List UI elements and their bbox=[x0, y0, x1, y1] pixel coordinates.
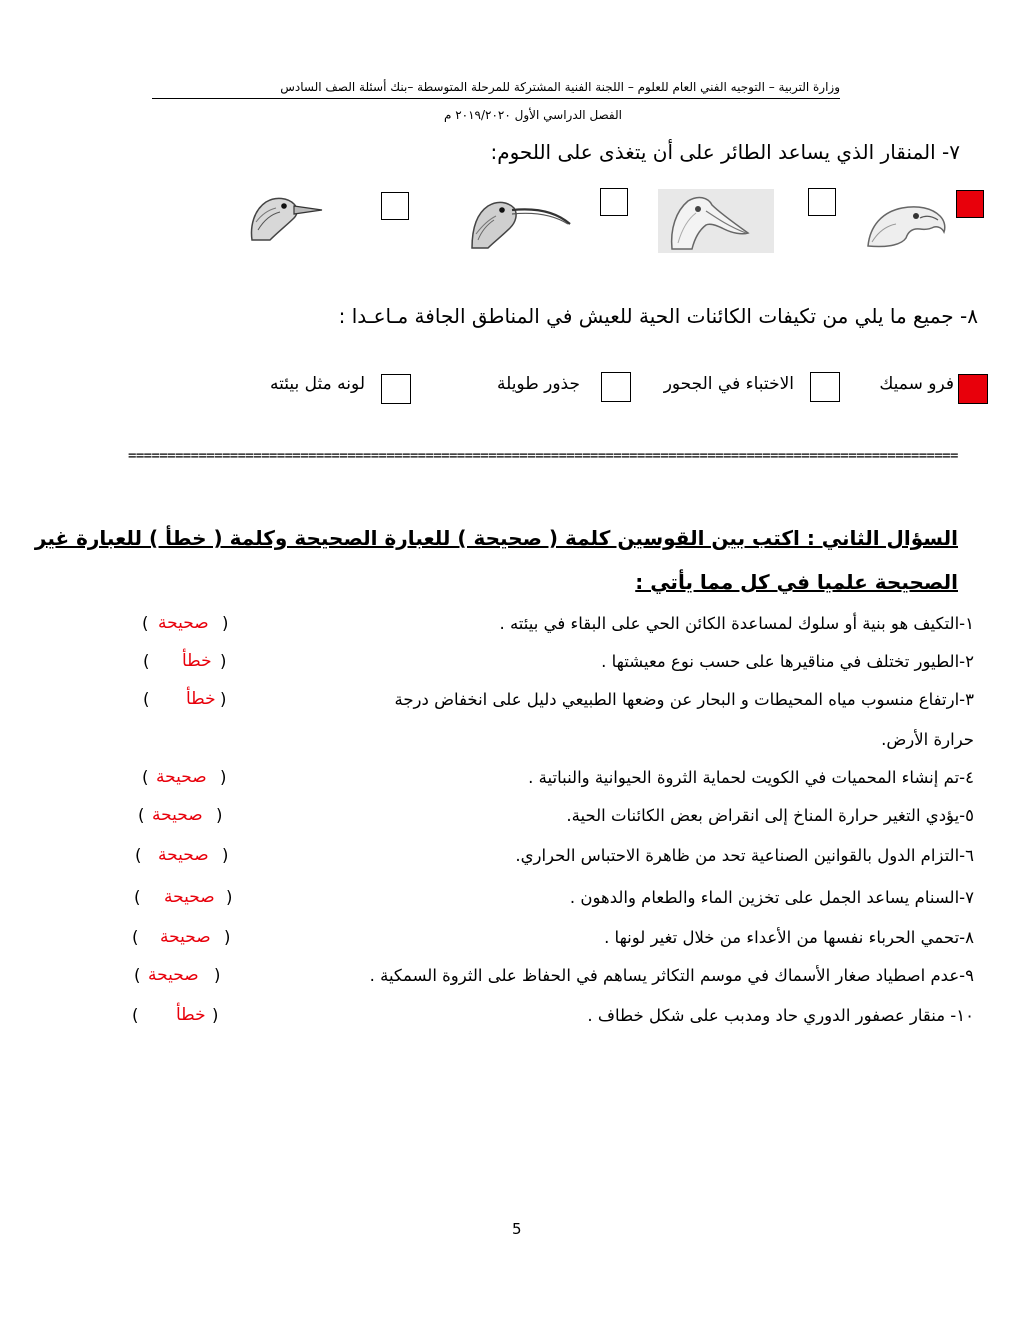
statement-text: ٢-الطيور تختلف في مناقيرها على حسب نوع معيشتها . bbox=[601, 652, 974, 671]
section2-title-line-2: الصحيحة علميا في كل مما يأتي : bbox=[635, 570, 958, 594]
q7-checkbox-1[interactable] bbox=[956, 190, 984, 218]
statement-text: ٧-السنام يساعد الجمل على تخزين الماء والطعام والدهون . bbox=[569, 888, 974, 907]
answer-close-paren: ( bbox=[135, 846, 142, 865]
q8-text: ٨- جميع ما يلي من تكيفات الكائنات الحية للعيش في المناطق الجافة مـاعـدا : bbox=[338, 304, 978, 328]
statement-text: ٤-تم إنشاء المحميات في الكويت لحماية الثروة الحيوانية والنباتية . bbox=[528, 768, 974, 787]
answer-field[interactable]: صحيحة bbox=[158, 845, 209, 865]
answer-open-paren: ) bbox=[222, 614, 229, 633]
answer-close-paren: ( bbox=[132, 1006, 139, 1025]
answer-close-paren: ( bbox=[143, 690, 150, 709]
answer-open-paren: ) bbox=[220, 652, 227, 671]
statement-text-continued: حرارة الأرض. bbox=[881, 730, 974, 749]
answer-field[interactable]: خطأ bbox=[182, 651, 212, 671]
answer-open-paren: ) bbox=[222, 846, 229, 865]
answer-field[interactable]: صحيحة bbox=[164, 887, 215, 907]
answer-close-paren: ( bbox=[143, 652, 150, 671]
statement-text: ٥-يؤدي التغير حرارة المناخ إلى انقراض بعض الكائنات الحية. bbox=[566, 806, 974, 825]
answer-close-paren: ( bbox=[132, 928, 139, 947]
answer-open-paren: ) bbox=[224, 928, 231, 947]
q8-checkbox-1[interactable] bbox=[958, 374, 988, 404]
header-line-1: وزارة التربية – التوجيه الفني العام للعلوم – اللجنة الفنية المشتركة للمرحلة المتوسطة –بنك أسئلة الصف السادس bbox=[280, 80, 840, 94]
answer-open-paren: ) bbox=[220, 768, 227, 787]
answer-field[interactable]: صحيحة bbox=[152, 805, 203, 825]
answer-field[interactable]: خطأ bbox=[186, 689, 216, 709]
answer-field[interactable]: صحيحة bbox=[156, 767, 207, 787]
q8-option-2: الاختباء في الجحور bbox=[663, 374, 794, 394]
statement-text: ٦-التزام الدول بالقوانين الصناعية تحد من ظاهرة الاحتباس الحراري. bbox=[515, 846, 974, 865]
answer-close-paren: ( bbox=[138, 806, 145, 825]
q7-checkbox-4[interactable] bbox=[381, 192, 409, 220]
answer-close-paren: ( bbox=[142, 768, 149, 787]
q8-option-1: فرو سميك bbox=[879, 374, 954, 394]
answer-close-paren: ( bbox=[142, 614, 149, 633]
q8-checkbox-3[interactable] bbox=[601, 372, 631, 402]
pelican-beak-icon bbox=[658, 189, 774, 253]
q8-checkbox-2[interactable] bbox=[810, 372, 840, 402]
q8-option-3: جذور طويلة bbox=[496, 374, 580, 394]
header-line-2: الفصل الدراسي الأول ٢٠١٩/٢٠٢٠ م bbox=[443, 108, 622, 122]
statement-text: ١-التكيف هو بنية أو سلوك لمساعدة الكائن الحي على البقاء في بيئته . bbox=[499, 614, 974, 633]
separator-line: ========================================================================================================== bbox=[128, 448, 958, 464]
statement-text: ٣-ارتفاع منسوب مياه المحيطات و البحار عن وضعها الطبيعي دليل على انخفاض درجة bbox=[394, 690, 974, 709]
answer-open-paren: ) bbox=[226, 888, 233, 907]
answer-close-paren: ( bbox=[134, 966, 141, 985]
answer-close-paren: ( bbox=[134, 888, 141, 907]
eagle-beak-icon bbox=[860, 196, 950, 250]
answer-open-paren: ) bbox=[212, 1006, 219, 1025]
answer-open-paren: ) bbox=[216, 806, 223, 825]
header-underline bbox=[152, 98, 840, 99]
small-bird-beak-icon bbox=[246, 190, 326, 244]
q8-option-4: لونه مثل بيئته bbox=[270, 374, 365, 394]
long-curved-beak-icon bbox=[466, 190, 574, 252]
q8-checkbox-4[interactable] bbox=[381, 374, 411, 404]
statement-text: ١٠- منقار عصفور الدوري حاد ومدبب على شكل خطاف . bbox=[587, 1006, 974, 1025]
answer-field[interactable]: صحيحة bbox=[158, 613, 209, 633]
statement-text: ٨-تحمي الحرباء نفسها من الأعداء من خلال تغير لونها . bbox=[604, 928, 974, 947]
q7-checkbox-3[interactable] bbox=[600, 188, 628, 216]
answer-open-paren: ) bbox=[214, 966, 221, 985]
answer-field[interactable]: صحيحة bbox=[148, 965, 199, 985]
page-number: 5 bbox=[512, 1220, 522, 1238]
answer-field[interactable]: صحيحة bbox=[160, 927, 211, 947]
statement-text: ٩-عدم اصطياد صغار الأسماك في موسم التكاثر يساهم في الحفاظ على الثروة السمكية . bbox=[369, 966, 974, 985]
q7-text: ٧- المنقار الذي يساعد الطائر على أن يتغذى على اللحوم: bbox=[490, 140, 960, 164]
answer-open-paren: ) bbox=[220, 690, 227, 709]
answer-field[interactable]: خطأ bbox=[176, 1005, 206, 1025]
q7-checkbox-2[interactable] bbox=[808, 188, 836, 216]
section2-title-line-1: السؤال الثاني : اكتب بين القوسين كلمة ( صحيحة ) للعبارة الصحيحة وكلمة ( خطأ ) للعبارة غير bbox=[34, 526, 958, 550]
